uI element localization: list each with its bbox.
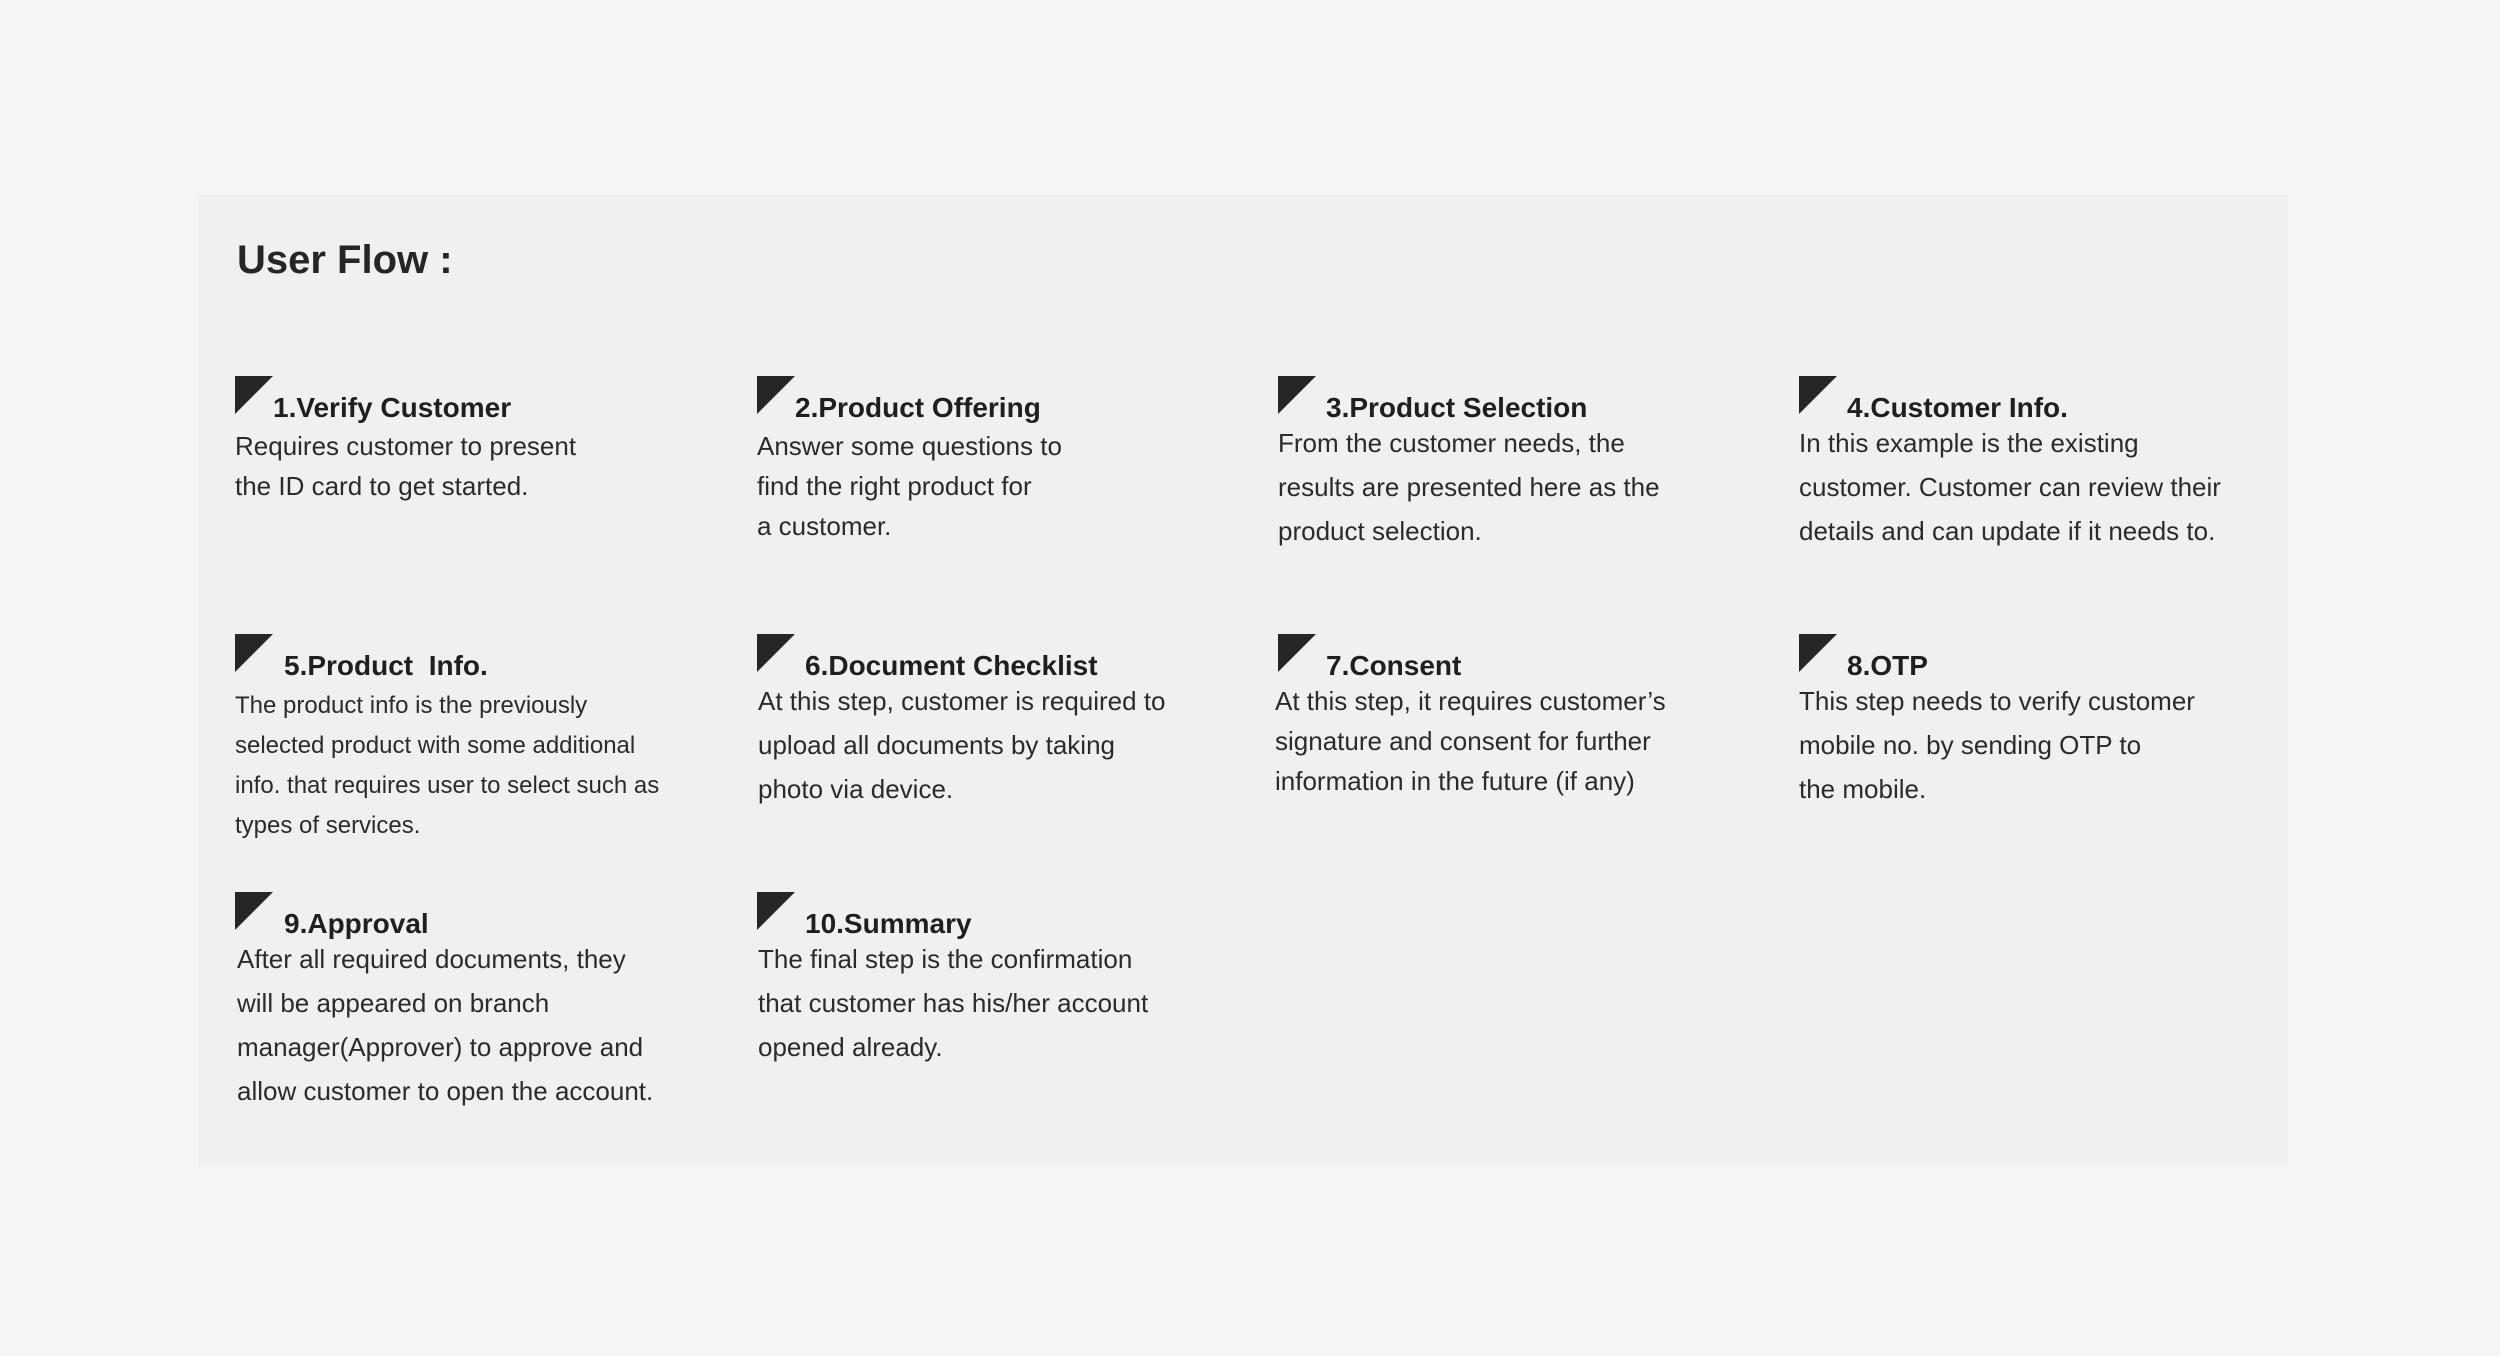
corner-flag-icon (1278, 376, 1316, 414)
step-title: 2.Product Offering (795, 392, 1041, 423)
page-title: User Flow : (237, 238, 453, 282)
step-description: In this example is the existing customer. Customer can review their details and can update if it needs to. (1799, 428, 2221, 546)
step-verify-customer (235, 376, 690, 501)
step-customer-info (1799, 376, 2254, 546)
step-header (757, 892, 1212, 939)
step-summary (757, 892, 1212, 1062)
step-product-selection (1278, 376, 1733, 546)
step-header (1799, 634, 2254, 681)
step-product-info (235, 634, 690, 839)
step-approval (235, 892, 690, 1106)
step-title: 4.Customer Info. (1847, 392, 2068, 423)
step-description: Requires customer to present the ID card to get started. (235, 431, 577, 501)
step-title: 6.Document Checklist (805, 650, 1098, 681)
step-description: From the customer needs, the results are presented here as the product selection. (1278, 428, 1660, 546)
step-title: 7.Consent (1326, 650, 1462, 681)
corner-flag-icon (235, 376, 273, 414)
step-description: At this step, customer is required to upload all documents by taking photo via device. (758, 686, 1166, 804)
step-description: This step needs to verify customer mobile no. by sending OTP to the mobile. (1799, 686, 2195, 804)
step-header (235, 634, 690, 681)
step-header (1278, 376, 1733, 423)
corner-flag-icon (757, 376, 795, 414)
corner-flag-icon (235, 634, 273, 672)
step-title: 9.Approval (284, 908, 429, 939)
step-header (235, 376, 690, 423)
corner-flag-icon (235, 892, 273, 930)
step-header (757, 376, 1212, 423)
step-title: 3.Product Selection (1326, 392, 1588, 423)
step-document-checklist (757, 634, 1212, 804)
step-title: 1.Verify Customer (273, 392, 512, 423)
step-header (757, 634, 1212, 681)
step-description: After all required documents, they will be appeared on branch manager(Approver) to approve and allow customer to open the account. (237, 944, 654, 1106)
step-header (1278, 634, 1733, 681)
step-otp (1799, 634, 2254, 804)
step-consent (1275, 634, 1733, 796)
step-title: 10.Summary (805, 908, 972, 939)
step-header (1799, 376, 2254, 423)
step-title: 5.Product Info. (284, 650, 488, 681)
corner-flag-icon (1799, 634, 1837, 672)
corner-flag-icon (1799, 376, 1837, 414)
step-product-offering (757, 376, 1212, 541)
step-description: At this step, it requires customer’s signature and consent for further information in the future (if any) (1275, 686, 1666, 796)
step-header (235, 892, 690, 939)
step-description: The final step is the confirmation that customer has his/her account opened already. (758, 944, 1149, 1062)
step-description: The product info is the previously selected product with some additional info. that requires user to select such as types of services. (235, 692, 660, 839)
step-description: Answer some questions to find the right product for a customer. (757, 431, 1062, 541)
corner-flag-icon (757, 892, 795, 930)
step-title: 8.OTP (1847, 650, 1928, 681)
corner-flag-icon (1278, 634, 1316, 672)
corner-flag-icon (757, 634, 795, 672)
